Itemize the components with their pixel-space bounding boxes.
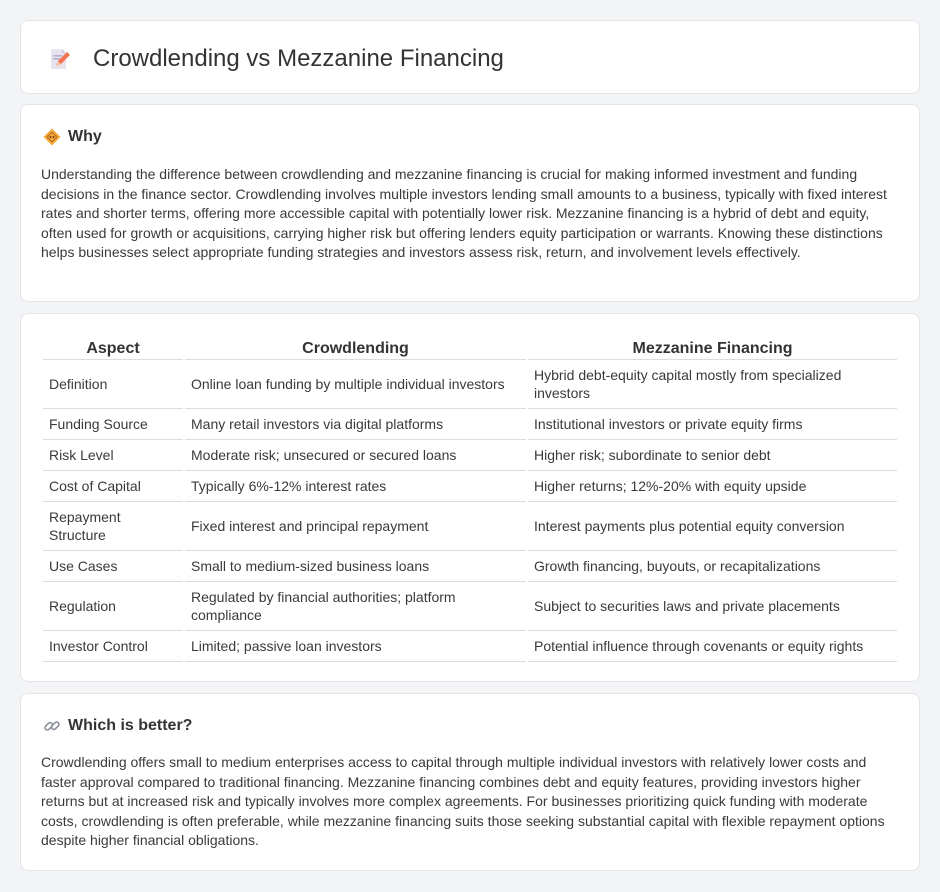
- why-heading: Why: [68, 128, 102, 145]
- aspect-cell: Definition: [43, 360, 183, 409]
- table-row: [43, 440, 897, 471]
- mezzanine-cell: Hybrid debt-equity capital mostly from specialized investors: [528, 360, 897, 409]
- aspect-cell: Risk Level: [43, 440, 183, 471]
- header-aspect: Aspect: [43, 334, 183, 360]
- table-row: [43, 360, 897, 409]
- crowdlending-cell: Typically 6%-12% interest rates: [185, 471, 526, 502]
- why-section: [20, 104, 920, 302]
- aspect-cell: Repayment Structure: [43, 502, 183, 551]
- mezzanine-cell: Potential influence through covenants or equity rights: [528, 631, 897, 662]
- page-title: Crowdlending vs Mezzanine Financing: [93, 45, 504, 72]
- better-heading-row: [43, 716, 192, 736]
- aspect-cell: Use Cases: [43, 551, 183, 582]
- comparison-card: [20, 313, 920, 682]
- crowdlending-cell: Online loan funding by multiple individual investors: [185, 360, 526, 409]
- table-row: [43, 471, 897, 502]
- better-heading: Which is better?: [68, 717, 193, 734]
- aspect-cell: Cost of Capital: [43, 471, 183, 502]
- table-row: [43, 409, 897, 440]
- table-header-row: [43, 334, 897, 360]
- mezzanine-cell: Interest payments plus potential equity conversion: [528, 502, 897, 551]
- diamond-sign-icon: [43, 128, 61, 146]
- crowdlending-cell: Many retail investors via digital platforms: [185, 409, 526, 440]
- mezzanine-cell: Institutional investors or private equity firms: [528, 409, 897, 440]
- aspect-cell: Regulation: [43, 582, 183, 631]
- table-row: [43, 582, 897, 631]
- crowdlending-cell: Regulated by financial authorities; platform compliance: [185, 582, 526, 631]
- better-section: [20, 693, 920, 871]
- comparison-table: [41, 334, 899, 662]
- header-card: [20, 20, 920, 94]
- why-heading-row: [43, 127, 102, 147]
- why-text: Understanding the difference between crowdlending and mezzanine financing is crucial for making informed investment and funding decisions in the finance sector. Crowdlending involves multiple investors lending small amounts to a business, typically with fixed interest rates and shorter terms, offering more accessible capital with potentially lower risk. Mezzanine financing is a hybrid of debt and equity, often used for growth or acquisitions, carrying higher risk but offering lenders equity participation or warrants. Knowing these distinctions helps businesses select appropriate funding strategies and investors assess risk, return, and involvement levels effectively.: [41, 166, 887, 260]
- better-text: Crowdlending offers small to medium enterprises access to capital through multiple individual investors with relatively lower costs and faster approval compared to traditional financing. Mezzanine financing combines debt and equity features, providing investors higher returns but at increased risk and typically involves more complex agreements. For businesses prioritizing quick funding with moderate costs, crowdlending is often preferable, while mezzanine financing suits those seeking substantial capital with flexible repayment options despite higher financial obligations.: [41, 754, 885, 848]
- document-pencil-icon: [47, 47, 71, 71]
- aspect-cell: Investor Control: [43, 631, 183, 662]
- aspect-cell: Funding Source: [43, 409, 183, 440]
- mezzanine-cell: Subject to securities laws and private placements: [528, 582, 897, 631]
- mezzanine-cell: Higher returns; 12%-20% with equity upside: [528, 471, 897, 502]
- crowdlending-cell: Fixed interest and principal repayment: [185, 502, 526, 551]
- crowdlending-cell: Limited; passive loan investors: [185, 631, 526, 662]
- table-row: [43, 631, 897, 662]
- link-icon: [43, 717, 61, 735]
- mezzanine-cell: Growth financing, buyouts, or recapitalizations: [528, 551, 897, 582]
- mezzanine-cell: Higher risk; subordinate to senior debt: [528, 440, 897, 471]
- crowdlending-cell: Small to medium-sized business loans: [185, 551, 526, 582]
- table-row: [43, 502, 897, 551]
- table-row: [43, 551, 897, 582]
- header-mezzanine: Mezzanine Financing: [528, 334, 897, 360]
- header-crowdlending: Crowdlending: [185, 334, 526, 360]
- crowdlending-cell: Moderate risk; unsecured or secured loans: [185, 440, 526, 471]
